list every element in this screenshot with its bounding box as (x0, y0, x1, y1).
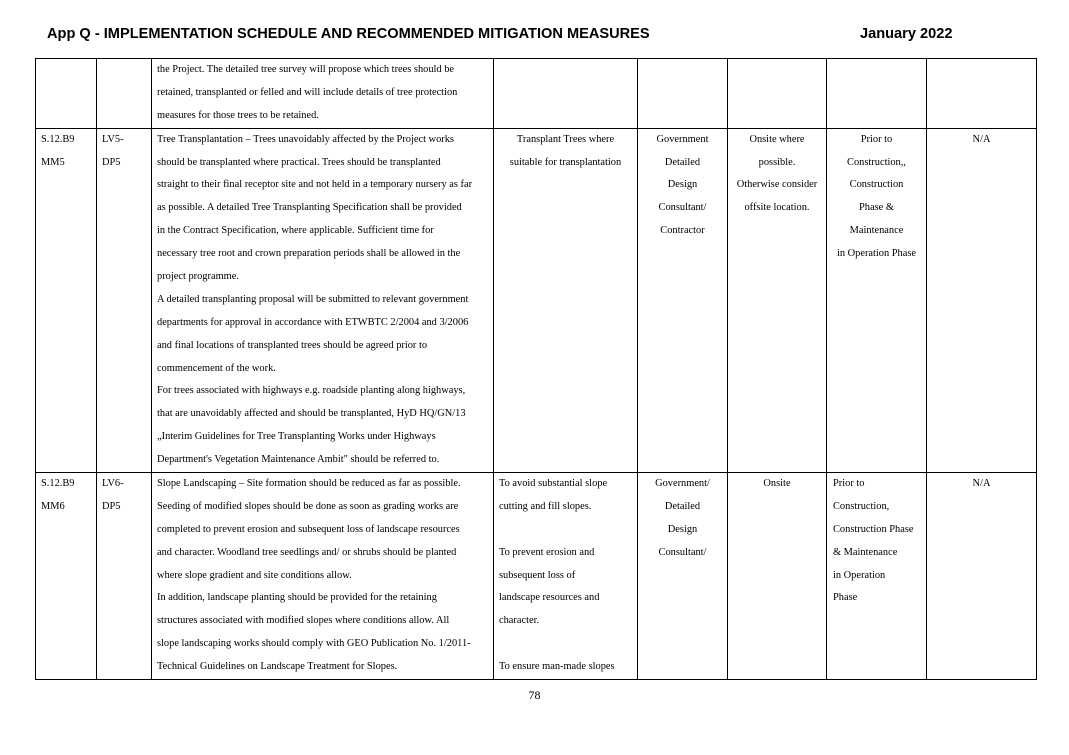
cell-line: A detailed transplanting proposal will be submitted to relevant government (157, 293, 469, 305)
cell-line: and character. Woodland tree seedlings and/ or shrubs should be planted (157, 546, 457, 558)
cell-line: In addition, landscape planting should be provided for the retaining (157, 592, 437, 604)
cell-line: Transplant Trees where (516, 133, 615, 145)
ref-cell (36, 473, 97, 680)
cell-line: For trees associated with highways e.g. roadside planting along highways, (157, 385, 466, 397)
cell-line: departments for approval in accordance with ETWBTC 2/2004 and 3/2006 (157, 316, 469, 328)
cell-line: landscape resources and (499, 592, 600, 604)
cell-line: Consultant/ (658, 202, 707, 214)
table-row (36, 59, 1037, 129)
objectives-cell (494, 473, 638, 680)
cell-line: in Operation (833, 569, 886, 581)
cell-line: Otherwise consider (736, 179, 818, 191)
cell-line: Consultant/ (658, 546, 707, 558)
cell-line: retained, transplanted or felled and will include details of tree protection (157, 86, 458, 98)
cell-line: To ensure man-made slopes (499, 661, 615, 673)
objectives-cell (494, 59, 638, 129)
cell-line: S.12.B9 (41, 133, 75, 145)
cell-line: Phase & (859, 202, 894, 214)
cell-line: the Project. The detailed tree survey will propose which trees should be (157, 64, 455, 75)
cell-line: „Interim Guidelines for Tree Transplanting Works under Highways (157, 431, 436, 443)
document-title: App Q - IMPLEMENTATION SCHEDULE AND RECOMMENDED MITIGATION MEASURES (47, 26, 650, 42)
cell-line: & Maintenance (833, 546, 898, 558)
agent-cell (638, 59, 728, 129)
cell-line (499, 633, 632, 656)
cell-line: character. (499, 615, 540, 627)
cell-line: Design (667, 179, 698, 191)
cell-line: Technical Guidelines on Landscape Treatment for Slopes. (157, 661, 398, 673)
timing-cell (827, 473, 927, 680)
ref-cell (36, 128, 97, 472)
measures-cell (152, 59, 494, 129)
cell-line: cutting and fill slopes. (499, 500, 592, 512)
code-cell (97, 128, 152, 472)
cell-line: Construction (849, 179, 904, 191)
location-cell (728, 59, 827, 129)
requirements-cell (927, 59, 1037, 129)
cell-line: Phase (833, 592, 858, 604)
cell-line: Tree Transplantation – Trees unavoidably affected by the Project works (157, 133, 454, 145)
cell-line: in Operation Phase (836, 248, 917, 260)
cell-line: as possible. A detailed Tree Transplanting Specification shall be provided (157, 202, 462, 214)
measures-cell (152, 473, 494, 680)
location-cell (728, 473, 827, 680)
cell-line: N/A (972, 133, 991, 145)
ref-cell (36, 59, 97, 129)
cell-line: measures for those trees to be retained. (157, 109, 319, 121)
cell-line: LV5- (102, 133, 124, 145)
cell-line: should be transplanted where practical. Trees should be transplanted (157, 156, 441, 168)
cell-line: MM6 (41, 500, 65, 512)
cell-line: that are unavoidably affected and should be transplanted, HyD HQ/GN/13 (157, 408, 466, 420)
cell-line: Construction, (833, 500, 890, 512)
cell-line: Government (656, 133, 709, 145)
cell-line: Prior to (860, 133, 893, 145)
implementation-schedule-table (35, 58, 1037, 680)
cell-line: N/A (972, 478, 991, 490)
cell-line (499, 519, 632, 542)
cell-line: Slope Landscaping – Site formation should be reduced as far as possible. (157, 478, 461, 490)
cell-line: MM5 (41, 156, 65, 168)
cell-line: straight to their final receptor site and not held in a temporary nursery as far (157, 179, 473, 191)
cell-line: S.12.B9 (41, 478, 75, 490)
measures-cell (152, 128, 494, 472)
cell-line: completed to prevent erosion and subsequent loss of landscape resources (157, 523, 460, 535)
cell-line: Seeding of modified slopes should be done as soon as grading works are (157, 500, 459, 512)
code-cell (97, 473, 152, 680)
cell-line: and final locations of transplanted trees should be agreed prior to (157, 339, 428, 351)
agent-cell (638, 473, 728, 680)
objectives-cell (494, 128, 638, 472)
cell-line: To prevent erosion and (499, 546, 595, 558)
cell-line: offsite location. (744, 202, 810, 214)
cell-line: Onsite where (749, 133, 805, 145)
cell-line: suitable for transplantation (509, 156, 622, 168)
requirements-cell (927, 473, 1037, 680)
cell-line: necessary tree root and crown preparation periods shall be allowed in the (157, 248, 461, 260)
page-number: 78 (528, 688, 541, 702)
table-row (36, 473, 1037, 680)
cell-line: commencement of the work. (157, 362, 276, 374)
cell-line: possible. (758, 156, 796, 168)
cell-line: where slope gradient and site conditions allow. (157, 569, 352, 581)
cell-line: Design (667, 523, 698, 535)
document-date: January 2022 (860, 26, 953, 42)
cell-line: DP5 (102, 156, 121, 168)
cell-line: Construction Phase (833, 523, 914, 535)
cell-line: Government/ (655, 478, 710, 490)
cell-line: To avoid substantial slope (499, 478, 608, 490)
table-row (36, 128, 1037, 472)
cell-line: in the Contract Specification, where applicable. Sufficient time for (157, 225, 434, 237)
cell-line: Department's Vegetation Maintenance Ambit" should be referred to. (157, 454, 440, 466)
cell-line: Onsite (763, 478, 791, 490)
cell-line: slope landscaping works should comply with GEO Publication No. 1/2011- (157, 638, 471, 650)
cell-line: LV6- (102, 478, 124, 490)
location-cell (728, 128, 827, 472)
agent-cell (638, 128, 728, 472)
timing-cell (827, 59, 927, 129)
cell-line: Maintenance (849, 225, 904, 237)
requirements-cell (927, 128, 1037, 472)
cell-line: project programme. (157, 271, 239, 283)
cell-line: Detailed (664, 156, 701, 168)
cell-line: Prior to (833, 478, 865, 490)
code-cell (97, 59, 152, 129)
cell-line: subsequent loss of (499, 569, 576, 581)
timing-cell (827, 128, 927, 472)
cell-line: structures associated with modified slopes where conditions allow. All (157, 615, 450, 627)
cell-line: DP5 (102, 500, 121, 512)
cell-line: Contractor (660, 225, 705, 237)
cell-line: Detailed (664, 500, 701, 512)
cell-line: Construction,, (847, 156, 906, 168)
